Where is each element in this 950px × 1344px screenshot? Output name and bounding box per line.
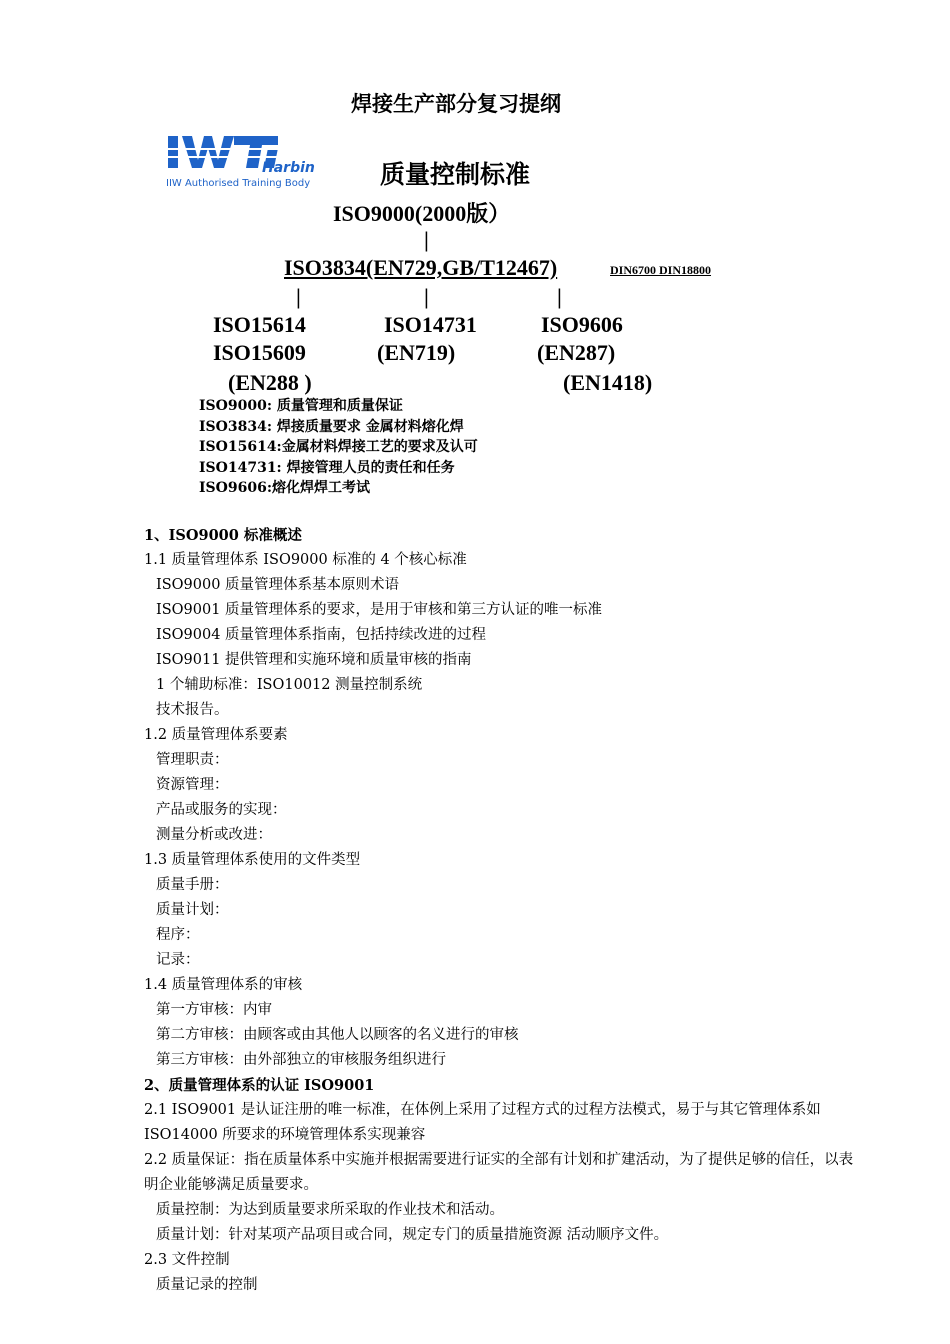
legend-item: ISO9606:熔化焊焊工考试	[199, 480, 370, 496]
body-line: 1.3 质量管理体系使用的文件类型	[144, 852, 361, 868]
body-line: 2.1 ISO9001 是认证注册的唯一标准，在体例上采用了过程方式的过程方法模式，易于与其它管理体系如 ISO14000 所要求的环境管理体系实现兼容	[144, 1102, 821, 1143]
connector-center: |	[424, 284, 429, 309]
connector-right: |	[557, 284, 562, 309]
body-line: 1.2 质量管理体系要素	[144, 727, 288, 743]
node-en288: (EN288 )	[228, 370, 312, 395]
node-en719: (EN719)	[377, 340, 456, 365]
body-line: 2、质量管理体系的认证 ISO9001	[144, 1077, 375, 1094]
body-line: ISO9011 提供管理和实施环境和质量审核的指南	[156, 652, 472, 668]
body-line: 管理职责：	[156, 752, 229, 768]
legend-item: ISO15614:金属材料焊接工艺的要求及认可	[199, 439, 478, 455]
diagram-heading: 质量控制标准	[380, 160, 531, 189]
legend-item: ISO14731: 焊接管理人员的责任和任务	[199, 459, 455, 476]
body-line: 第一方审核：内审	[156, 1002, 272, 1018]
logo-tagline: IIW Authorised Training Body	[166, 178, 311, 189]
node-en1418: (EN1418)	[563, 370, 653, 395]
body-line: ISO9004 质量管理体系指南，包括持续改进的过程	[156, 627, 487, 643]
node-iso15614: ISO15614	[213, 312, 306, 337]
body-line: 第三方审核：由外部独立的审核服务组织进行	[156, 1052, 446, 1068]
body-line: 1、ISO9000 标准概述	[144, 527, 302, 544]
body-line: 程序：	[156, 927, 200, 943]
node-en287: (EN287)	[537, 340, 616, 365]
legend-item: ISO3834: 焊接质量要求 金属材料熔化焊	[199, 418, 464, 435]
standards-legend	[199, 396, 478, 499]
node-iso14731: ISO14731	[384, 312, 477, 337]
body-line: 质量计划：针对某项产品项目或合同，规定专门的质量措施资源 活动顺序文件。	[156, 1227, 669, 1243]
body-line: 质量控制：为达到质量要求所采取的作业技术和活动。	[156, 1202, 504, 1218]
diagram-mid-node: ISO3834(EN729,GB/T12467)	[284, 255, 558, 280]
node-iso15609: ISO15609	[213, 340, 306, 365]
body-line: 质量记录的控制	[156, 1277, 258, 1293]
diagram-din-note: DIN6700 DIN18800	[610, 263, 712, 277]
body-line: 2.2 质量保证：指在质量体系中实施并根据需要进行证实的全部有计划和扩建活动，为了提供足够的信任，以表明企业能够满足质量要求。	[144, 1152, 854, 1193]
body-line: 记录：	[156, 952, 200, 968]
document-title: 焊接生产部分复习提纲	[351, 91, 561, 116]
connector-left: |	[296, 284, 301, 309]
body-line: 质量手册：	[156, 877, 229, 893]
body-line: 1.1 质量管理体系 ISO9000 标准的 4 个核心标准	[144, 552, 467, 568]
body-line: 第二方审核：由顾客或由其他人以顾客的名义进行的审核	[156, 1027, 519, 1043]
body-line: ISO9000 质量管理体系基本原则术语	[156, 577, 400, 593]
node-iso9606: ISO9606	[541, 312, 623, 337]
diagram-top-node: ISO9000(2000版）	[333, 201, 511, 226]
body-line: 1 个辅助标准：ISO10012 测量控制系统	[156, 677, 423, 693]
body-line: 2.3 文件控制	[144, 1252, 230, 1268]
body-line: 质量计划：	[156, 902, 229, 918]
body-line: 技术报告。	[156, 702, 229, 718]
body-line: ISO9001 质量管理体系的要求，是用于审核和第三方认证的唯一标准	[156, 602, 603, 618]
body-line: 1.4 质量管理体系的审核	[144, 977, 303, 993]
logo-city: Harbin	[262, 160, 315, 176]
body-text	[144, 523, 854, 1298]
body-line: 资源管理：	[156, 777, 229, 793]
body-line: 产品或服务的实现：	[156, 802, 287, 818]
connector-top: |	[424, 227, 429, 252]
legend-item: ISO9000: 质量管理和质量保证	[199, 398, 403, 414]
body-line: 测量分析或改进：	[156, 827, 272, 843]
